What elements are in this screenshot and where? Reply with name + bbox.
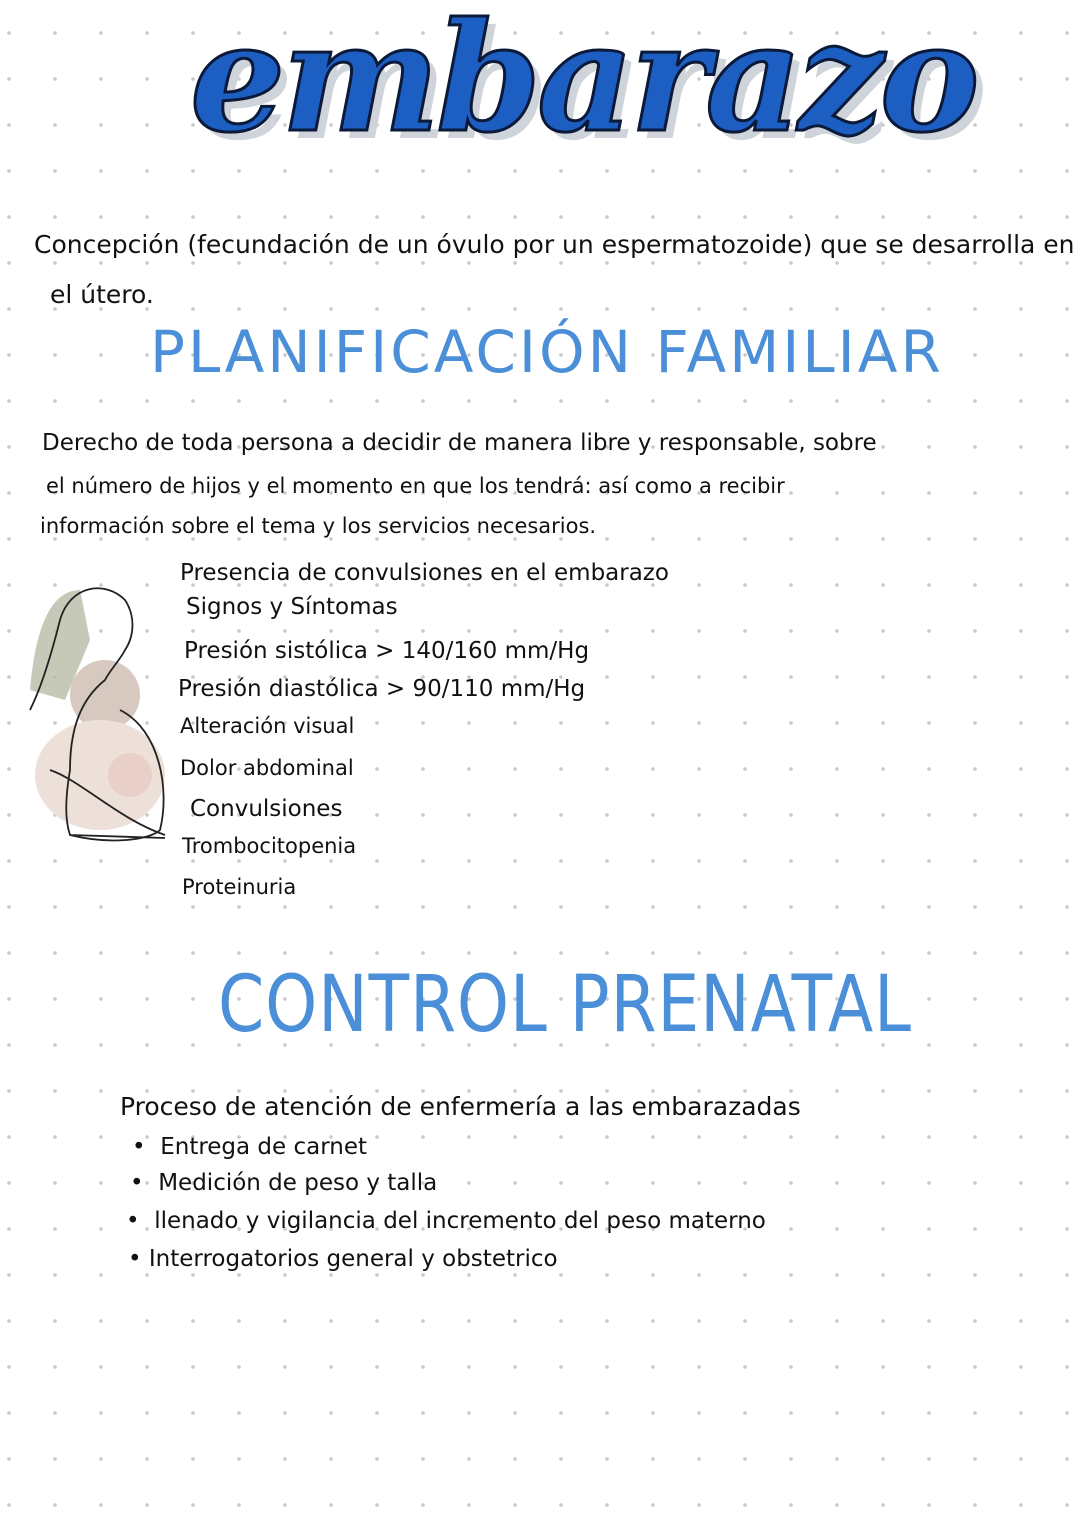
list-item: Presencia de convulsiones en el embarazo [180, 560, 669, 586]
definition-line-2: el útero. [50, 280, 154, 309]
list-item: Proteinuria [182, 875, 297, 899]
control-intro: Proceso de atención de enfermería a las embarazadas [120, 1092, 801, 1121]
bullet-item: • llenado y vigilancia del incremento del peso materno [126, 1208, 766, 1234]
planificacion-line-3: información sobre el tema y los servicios necesarios. [40, 514, 597, 538]
bullet-item: • Entrega de carnet [132, 1134, 368, 1160]
list-item: Alteración visual [180, 714, 355, 738]
planificacion-line-1: Derecho de toda persona a decidir de manera libre y responsable, sobre [42, 430, 877, 456]
bullet-item: • Medición de peso y talla [130, 1170, 438, 1196]
bullet-text: Entrega de carnet [160, 1134, 368, 1160]
definition-line-1: Concepción (fecundación de un óvulo por un espermatozoide) que se desarrolla en [34, 230, 1075, 259]
list-item: Presión diastólica > 90/110 mm/Hg [178, 676, 586, 702]
list-item: Signos y Síntomas [186, 594, 398, 620]
control-heading: CONTROL PRENATAL [218, 960, 912, 1050]
bullet-text: llenado y vigilancia del incremento del peso materno [154, 1208, 766, 1234]
list-item: Presión sistólica > 140/160 mm/Hg [184, 638, 590, 664]
list-item: Trombocitopenia [182, 834, 357, 858]
list-item: Convulsiones [190, 796, 343, 822]
pregnant-woman-illustration [10, 580, 180, 860]
list-item: Dolor abdominal [180, 756, 354, 780]
bullet-text: Medición de peso y talla [158, 1170, 438, 1196]
planificacion-line-2: el número de hijos y el momento en que los tendrá: así como a recibir [46, 474, 785, 498]
planificacion-heading: PLANIFICACIÓN FAMILIAR [150, 318, 944, 386]
bullet-text: Interrogatorios general y obstetrico [148, 1246, 558, 1272]
page-title: embarazo [190, 0, 976, 166]
bullet-item: • Interrogatorios general y obstetrico [128, 1246, 558, 1272]
